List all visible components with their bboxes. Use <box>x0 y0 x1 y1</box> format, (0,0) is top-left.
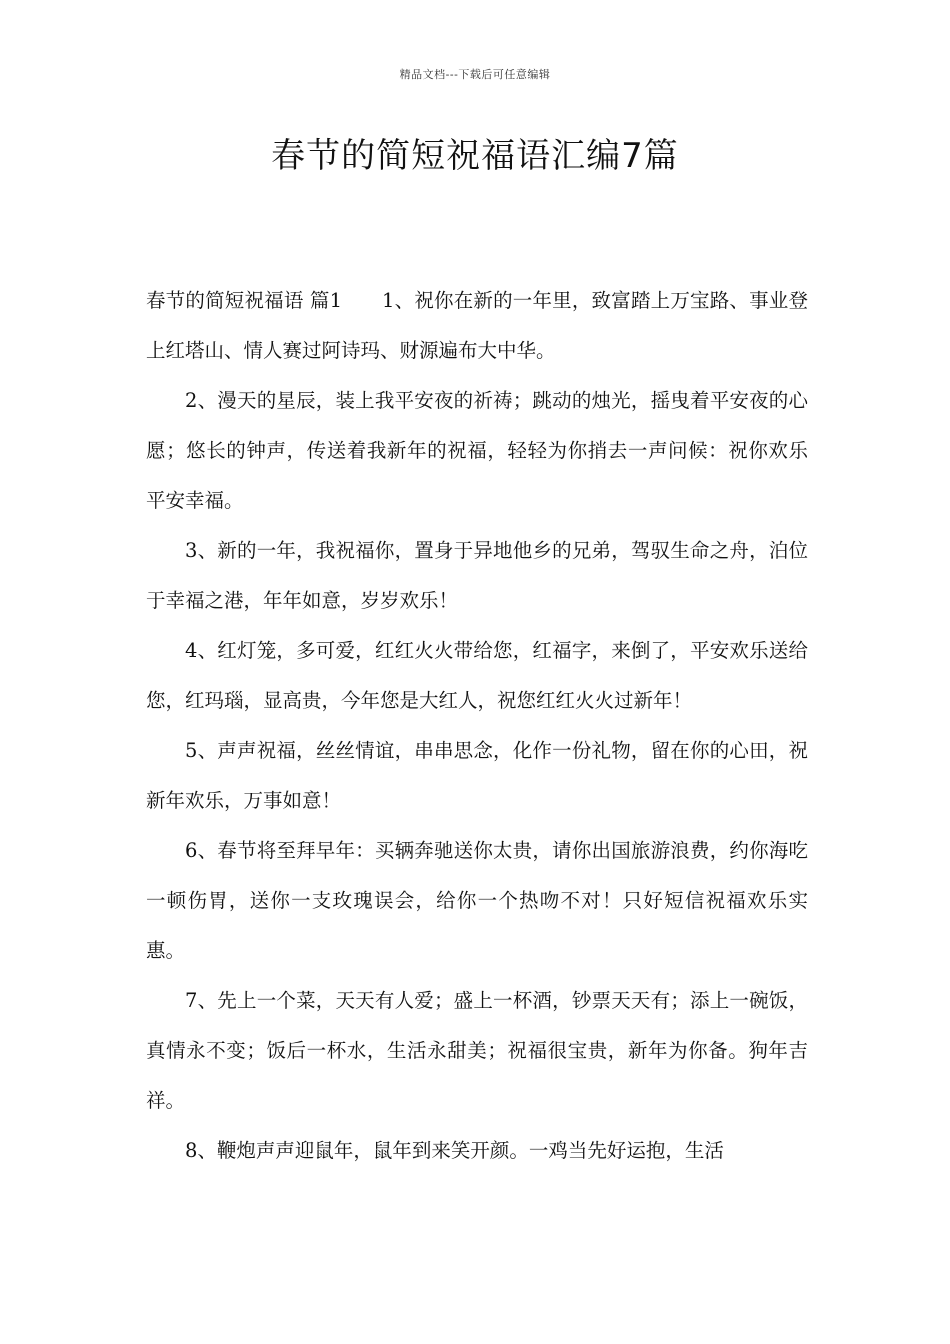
paragraph-4: 4、红灯笼，多可爱，红红火火带给您，红福字，来倒了，平安欢乐送给您，红玛瑙，显高贵，今年您是大红人，祝您红红火火过新年！ <box>146 639 808 712</box>
paragraph-3: 3、新的一年，我祝福你，置身于异地他乡的兄弟，驾驭生命之舟，泊位于幸福之港，年年如意，岁岁欢乐！ <box>146 539 808 612</box>
section-label: 春节的简短祝福语 篇1 <box>146 289 343 312</box>
paragraph-text: 1、祝你在新的一年里，致富踏上万宝路、事业登上红塔山、情人赛过阿诗玛、财源遍布大中华。 <box>146 289 808 362</box>
paragraph-6: 6、春节将至拜早年：买辆奔驰送你太贵，请你出国旅游浪费，约你海吃一顿伤胃，送你一支玫瑰误会，给你一个热吻不对！只好短信祝福欢乐实惠。 <box>146 839 808 962</box>
document-title: 春节的简短祝福语汇编7篇 <box>271 136 679 176</box>
paragraph-2: 2、漫天的星辰，装上我平安夜的祈祷；跳动的烛光，摇曳着平安夜的心愿；悠长的钟声，传送着我新年的祝福，轻轻为你捎去一声问候：祝你欢乐平安幸福。 <box>146 389 808 512</box>
document-body <box>146 276 808 1176</box>
paragraph-7: 7、先上一个菜，天天有人爱；盛上一杯酒，钞票天天有；添上一碗饭，真情永不变；饭后一杯水，生活永甜美；祝福很宝贵，新年为你备。狗年吉祥。 <box>146 989 808 1112</box>
paragraph-5: 5、声声祝福，丝丝情谊，串串思念，化作一份礼物，留在你的心田，祝新年欢乐，万事如意！ <box>146 739 808 812</box>
header-note: 精品文档---下载后可任意编辑 <box>399 68 551 81</box>
paragraph-1 <box>146 276 808 376</box>
paragraph-8: 8、鞭炮声声迎鼠年，鼠年到来笑开颜。一鸡当先好运抱，生活 <box>185 1139 724 1162</box>
